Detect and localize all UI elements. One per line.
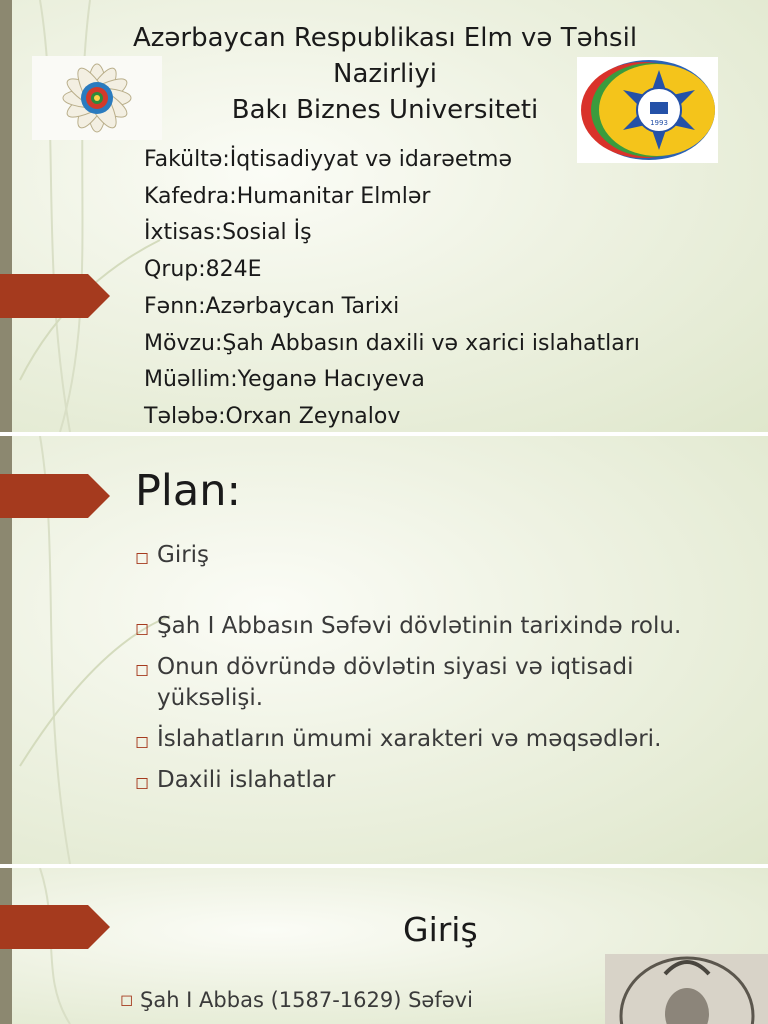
info-list: [144, 142, 640, 432]
bullet-icon: ◻: [135, 660, 150, 680]
bullet-icon: ◻: [135, 732, 150, 752]
plan-list: [133, 540, 723, 796]
title-line-1: Azərbaycan Respublikası Elm və Təhsil: [132, 23, 638, 53]
info-faculty: Fakültə:İqtisadiyyat və idarəetmə: [144, 147, 512, 172]
plan-item: ◻ Daxili islahatlar: [133, 765, 723, 796]
info-specialty: İxtisas:Sosial İş: [144, 220, 312, 246]
info-teacher: Müəllim:Yeganə Hacıyeva: [144, 367, 425, 393]
plan-item: ◻ Onun dövründə dövlətin siyasi və iqtisadi yüksəlişi.: [135, 654, 634, 711]
svg-text:1993: 1993: [650, 119, 668, 127]
plan-item: ◻ İslahatların ümumi xarakteri və məqsədləri.: [133, 724, 723, 755]
title-line-2: Nazirliyi: [333, 59, 437, 89]
shah-abbas-portrait: [605, 954, 768, 1024]
accent-flag: [0, 474, 110, 518]
intro-text: ◻ Şah I Abbas (1587-1629) Səfəvi: [120, 988, 473, 1012]
info-subject: Fənn:Azərbaycan Tarixi: [144, 293, 400, 319]
info-department: Kafedra:Humanitar Elmlər: [144, 183, 431, 209]
ministry-emblem: [32, 56, 162, 140]
plan-item: ◻ Şah I Abbasın Səfəvi dövlətinin tarixində rolu.: [133, 611, 723, 642]
info-student: Tələbə:Orxan Zeynalov: [144, 403, 401, 429]
info-topic: Mövzu:Şah Abbasın daxili və xarici islahatları: [144, 330, 640, 356]
intro-title: Giriş: [403, 910, 478, 949]
info-group: Qrup:824E: [144, 257, 262, 283]
bullet-icon: ◻: [135, 773, 150, 793]
bullet-icon: ◻: [135, 619, 150, 639]
left-bar: [0, 0, 12, 432]
bullet-icon: ◻: [135, 548, 150, 568]
plan-title: Plan:: [135, 466, 241, 516]
slide-title: [0, 0, 768, 432]
bullet-icon: ◻: [120, 990, 134, 1009]
plan-item: ◻ Giriş: [133, 540, 723, 571]
accent-flag: [0, 905, 110, 949]
title-line-3: Bakı Biznes Universiteti: [231, 95, 539, 125]
accent-flag: [0, 274, 110, 318]
